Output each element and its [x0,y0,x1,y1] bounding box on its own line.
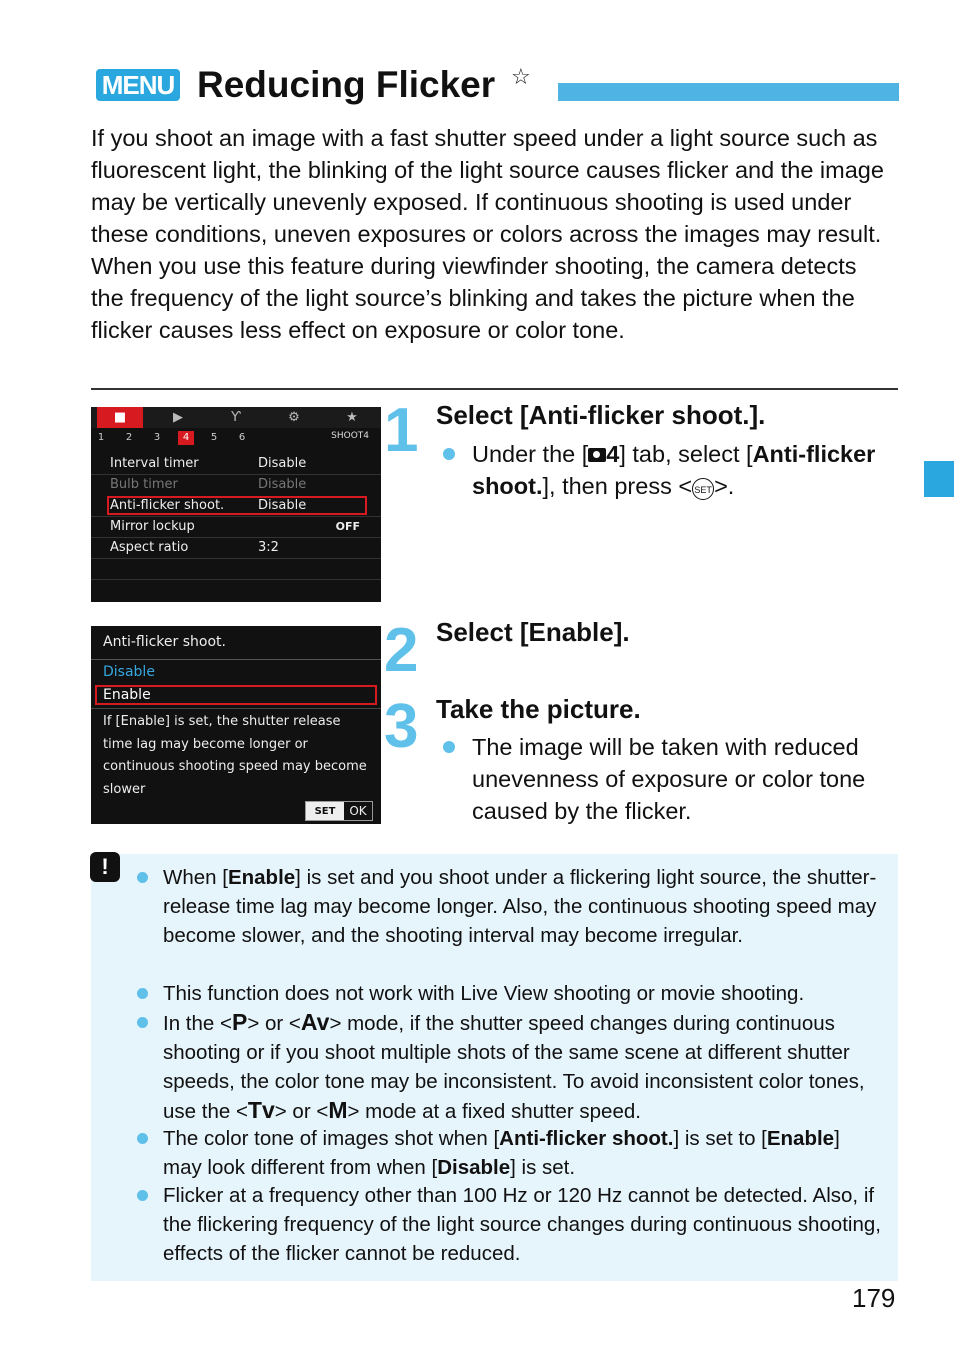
bold-text: Anti-flicker shoot. [499,1127,674,1150]
menu-row-selected [91,495,381,517]
menu-row-value: Disable [258,477,307,492]
bullet-dot [137,1017,148,1028]
intro-paragraph: If you shoot an image with a fast shutter speed under a light source such as fluorescent light, the blinking of the light source causes flicker and the image may be vertically unevenly exposed. If continuous shooting is used under these conditions, uneven exposures or colors across the images may result. When you use this feature during viewfinder shooting, the camera detects the frequency of the light source’s blinking and takes the picture when the flicker causes less effect on exposure or color tone. [91,125,884,343]
menu-row-key: Mirror lockup [110,519,195,534]
mode-av: Av [300,1009,330,1035]
subtab-1: 1 [97,432,105,443]
menu-tabs [91,407,381,428]
bullet-dot [137,1133,148,1144]
text: ] tab, select [ [619,441,753,467]
divider [91,659,381,660]
subtab-5: 5 [210,432,218,443]
text: > mode at a fixed shutter speed. [347,1100,641,1123]
title-bar [558,83,899,101]
bold-text: Enable [766,1127,835,1150]
text: > or < [274,1100,329,1123]
step-number: 3 [384,692,419,761]
wrench-icon: Ƴ [231,410,241,425]
text: >. [714,473,735,499]
text: In the < [163,1012,232,1035]
menu-row-value: Disable [258,456,307,471]
subtab-2: 2 [125,432,133,443]
caution-item [163,1124,883,1182]
camera-icon: ■ [97,407,143,428]
mode-tv: Tv [247,1097,275,1123]
caution-item [163,863,883,950]
menu-badge [96,69,180,101]
menu-row [91,453,381,475]
menu-row-key: Bulb timer [110,477,178,492]
set-button-icon: SET [692,478,714,500]
text: The color tone of images shot when [ [163,1127,500,1150]
menu-row-value: OFF [335,520,360,533]
text: > mode, if the shutter speed changes during continuous shooting or if you shoot multiple shots of the same scene at different shutter speeds, the color tone may be inconsistent. To avoid inconsistent color tones, use the < [163,1012,865,1123]
page-title: Reducing Flicker [197,64,496,105]
chapter-tab [924,461,954,497]
camera-icon [588,448,606,462]
option-disable: Disable [103,664,155,680]
text: When [ [163,866,228,889]
text: > or < [247,1012,301,1035]
bold-text: Disable [437,1156,511,1179]
shoot-label: SHOOT4 [331,431,369,441]
option-enable [95,685,377,705]
custom-icon: ⚙ [288,410,300,425]
menu-row [91,474,381,496]
bullet-dot [443,448,455,460]
step-number: 2 [384,616,419,685]
menu-row-key: Aspect ratio [110,540,189,555]
text: ] is set and you shoot under a flickering light source, the shutter-release time lag may become longer. Also, the continuous shooting speed may become slower, and the shooting interval may become irregular. [163,866,877,947]
bullet-dot [443,741,455,753]
text: ] is set. [510,1156,576,1179]
menu-row-value: Disable [258,498,307,513]
subtab-3: 3 [153,432,161,443]
text: ] may look different from when [ [163,1127,840,1179]
subtab-4: 4 [178,431,194,445]
step-number: 1 [384,396,419,465]
step-bullet: The image will be taken with reduced unevenness of exposure or color tone caused by the flicker. [472,734,866,824]
star-tab-icon: ★ [346,410,358,425]
caution-icon: ! [90,852,120,882]
text: ], then press < [542,473,693,499]
menu-row [91,537,381,559]
caution-item [163,1008,883,1126]
camera-menu-screen [91,407,381,602]
step-title: Select [Anti-flicker shoot.]. [436,400,766,430]
anti-flicker-screen [91,626,381,824]
set-label: SET [306,802,344,820]
mode-p: P [231,1009,248,1035]
play-icon: ▶ [173,410,183,425]
text: Under the [ [472,441,589,467]
tab-number: 4 [606,441,620,467]
page-number: 179 [852,1283,896,1313]
step-title: Take the picture. [436,694,641,724]
menu-row-empty [91,558,381,580]
step-title: Select [Enable]. [436,617,630,647]
caution-item: This function does not work with Live View shooting or movie shooting. [163,982,805,1005]
step-bullet [472,438,892,502]
menu-row-key: Interval timer [110,456,199,471]
divider [91,708,381,709]
screen-note: If [Enable] is set, the shutter release time lag may become longer or continuous shooting speed may become slower [103,714,367,797]
bullet-dot [137,988,148,999]
screen-title: Anti-flicker shoot. [103,634,226,650]
option-enable-label: Enable [103,687,151,703]
menu-row-key: Anti-flicker shoot. [110,498,225,513]
menu-row [91,516,381,538]
menu-row-value: 3:2 [258,540,279,555]
set-ok-button [305,801,373,821]
caution-item: Flicker at a frequency other than 100 Hz or 120 Hz cannot be detected. Also, if the flickering frequency of the light source changes during continuous shooting, effects of the flicker cannot be reduced. [163,1184,881,1265]
bold-text: Enable [227,866,296,889]
divider [91,388,898,390]
text: ] is set to [ [673,1127,767,1150]
star-icon: ☆ [511,64,531,89]
menu-item-name: Anti-flicker shoot. [472,441,876,499]
menu-badge-label: MENU [101,70,175,100]
bullet-dot [137,872,148,883]
subtab-6: 6 [238,432,246,443]
mode-m: M [328,1097,348,1123]
menu-subtabs [91,428,381,448]
ok-label: OK [349,804,367,818]
bullet-dot [137,1190,148,1201]
